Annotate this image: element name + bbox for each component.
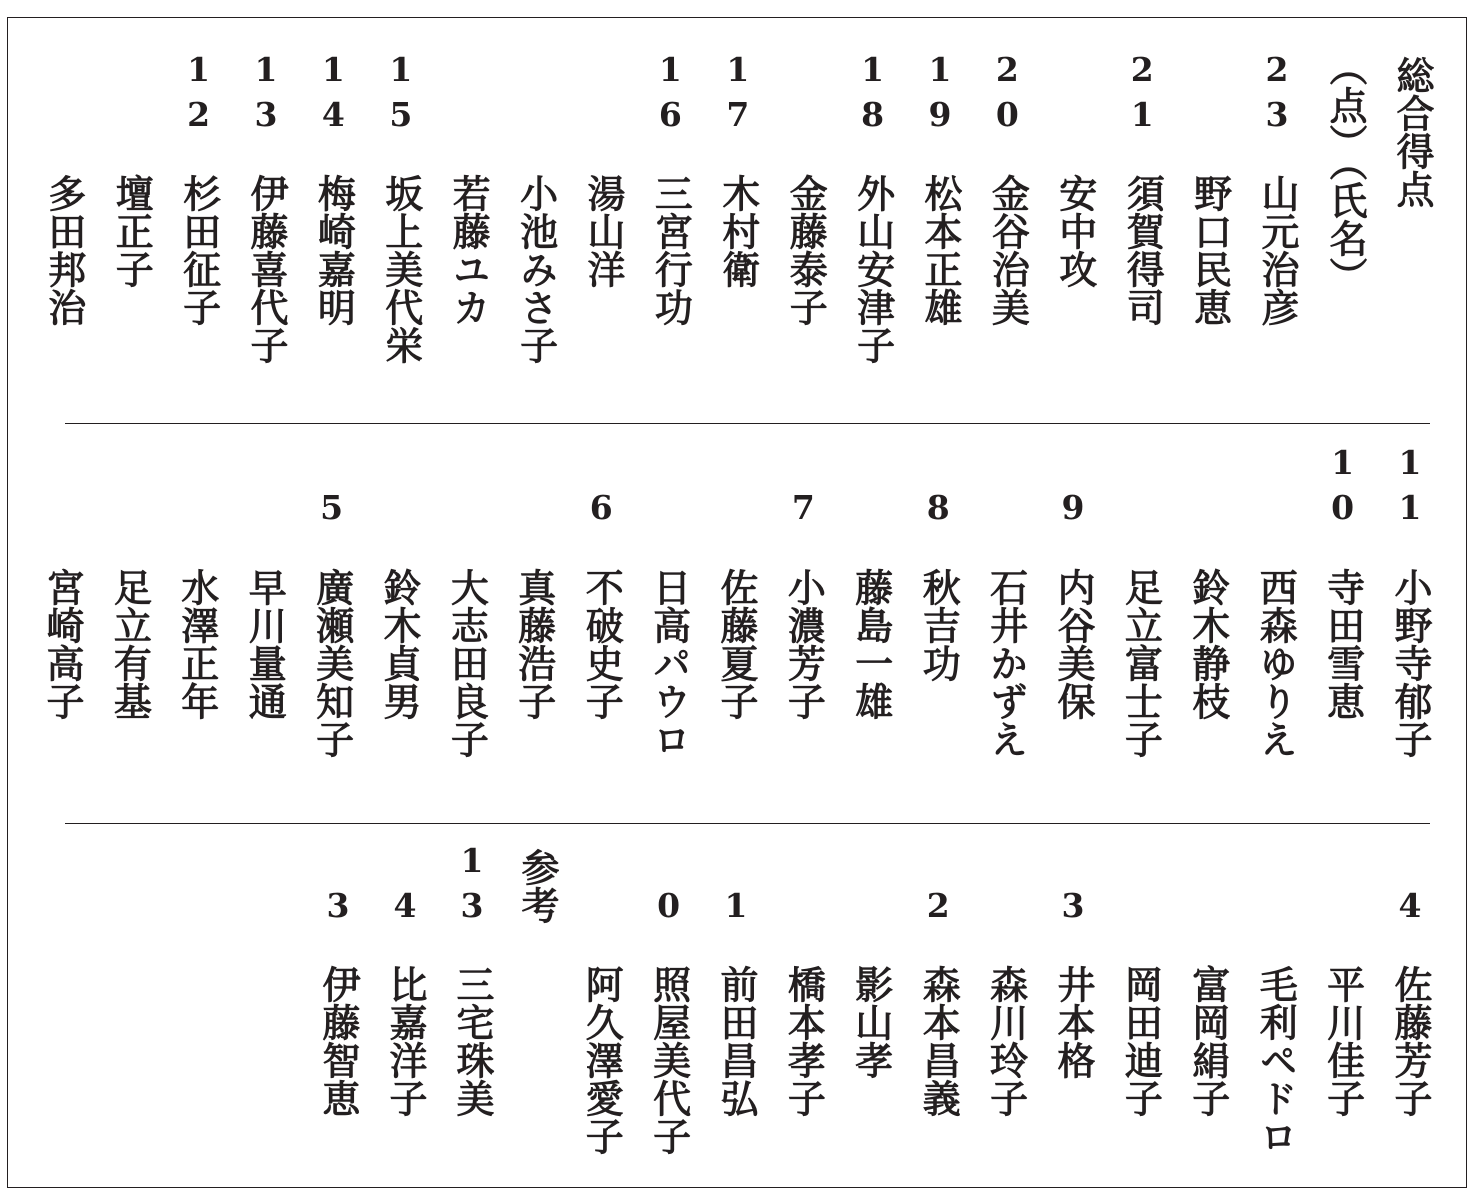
score: 8	[926, 488, 950, 527]
score: 9	[1061, 488, 1085, 527]
participant-name: 藤島一雄	[848, 568, 894, 720]
score: 1 9	[928, 50, 952, 134]
participant-name: 井本格	[1051, 965, 1096, 1079]
section-divider-2	[65, 823, 1430, 824]
participant-name: 松本正雄	[918, 174, 963, 326]
score: 4	[393, 886, 417, 925]
header-column-labels: （点）（氏名）	[1323, 48, 1368, 295]
participant-name: 坂上美代栄	[378, 174, 424, 364]
participant-name: 大志田良子	[444, 568, 490, 758]
participant-name: 佐藤夏子	[714, 568, 759, 720]
participant-name: 金藤泰子	[783, 174, 829, 326]
participant-name: 宮崎高子	[40, 568, 85, 720]
participant-name: 伊藤喜代子	[244, 174, 289, 364]
participant-name: 秋吉功	[916, 568, 962, 682]
participant-name: 三宅珠美	[450, 965, 495, 1117]
score: 5	[320, 488, 344, 527]
participant-name: 野口民恵	[1187, 174, 1233, 326]
score: 2 0	[995, 50, 1019, 134]
score: 2	[926, 886, 950, 925]
participant-name: 安中攻	[1052, 174, 1098, 288]
participant-name: 橋本孝子	[781, 965, 827, 1117]
score: 1 0	[1331, 443, 1355, 527]
score: 1 3	[254, 50, 278, 134]
participant-name: 平川佳子	[1320, 965, 1366, 1117]
participant-name: 毛利ペドロ	[1253, 965, 1299, 1155]
participant-name: 森川玲子	[983, 965, 1029, 1117]
participant-name: 比嘉洋子	[383, 965, 428, 1117]
score: 1 4	[321, 50, 345, 134]
participant-name: 伊藤智恵	[316, 965, 361, 1117]
score: 1 7	[726, 50, 750, 134]
participant-name: 若藤ユカ	[446, 174, 492, 326]
score: 6	[589, 488, 613, 527]
score: 2 1	[1130, 50, 1154, 134]
score: 1	[724, 886, 748, 925]
participant-name: 岡田迪子	[1118, 965, 1164, 1117]
score: 1 3	[460, 841, 484, 925]
participant-name: 水澤正年	[174, 568, 220, 720]
header-title: 総合得点	[1390, 56, 1435, 208]
participant-name: 外山安津子	[850, 174, 896, 364]
participant-name: 鈴木静枝	[1185, 568, 1231, 720]
participant-name: 内谷美保	[1051, 568, 1096, 720]
score: 4	[1398, 886, 1422, 925]
score: 1 2	[187, 50, 211, 134]
participant-name: 石井かずえ	[983, 568, 1029, 758]
participant-name: 真藤浩子	[511, 568, 557, 720]
participant-name: 寺田雪恵	[1320, 568, 1366, 720]
participant-name: 梅崎嘉明	[311, 174, 357, 326]
participant-name: 影山孝	[848, 965, 894, 1079]
participant-name: 湯山洋	[581, 174, 626, 288]
participant-name: 三宮行功	[648, 174, 694, 326]
participant-name: 佐藤芳子	[1388, 965, 1433, 1117]
score: 0	[657, 886, 681, 925]
participant-name: 早川量通	[242, 568, 288, 720]
participant-name: 山元治彦	[1255, 174, 1300, 326]
participant-name: 小池みさ子	[513, 174, 559, 364]
participant-name: 小野寺郁子	[1388, 568, 1433, 758]
participant-name: 照屋美代子	[646, 965, 692, 1155]
score: 1 8	[861, 50, 885, 134]
reference-label: 参考	[515, 848, 560, 924]
participant-name: 多田邦治	[41, 174, 87, 326]
participant-name: 阿久澤愛子	[579, 965, 625, 1155]
participant-name: 鈴木貞男	[377, 568, 422, 720]
score: 1 5	[389, 50, 413, 134]
score: 1 1	[1398, 443, 1422, 527]
participant-name: 小濃芳子	[781, 568, 827, 720]
participant-name: 不破史子	[579, 568, 625, 720]
score: 3	[326, 886, 350, 925]
section-divider-1	[65, 423, 1430, 424]
participant-name: 壇正子	[109, 174, 155, 288]
participant-name: 廣瀬美知子	[309, 568, 355, 758]
participant-name: 金谷治美	[985, 174, 1031, 326]
participant-name: 西森ゆりえ	[1253, 568, 1299, 758]
score: 2 3	[1265, 50, 1289, 134]
score: 3	[1061, 886, 1085, 925]
participant-name: 日高パウロ	[646, 568, 692, 758]
participant-name: 杉田征子	[176, 174, 222, 326]
participant-name: 前田昌弘	[714, 965, 759, 1117]
participant-name: 足立有基	[107, 568, 153, 720]
score: 7	[791, 488, 815, 527]
participant-name: 森本昌義	[916, 965, 962, 1117]
score: 1 6	[658, 50, 682, 134]
participant-name: 足立富士子	[1118, 568, 1164, 758]
participant-name: 須賀得司	[1120, 174, 1166, 326]
participant-name: 木村衛	[715, 174, 761, 288]
participant-name: 富岡絹子	[1185, 965, 1231, 1117]
